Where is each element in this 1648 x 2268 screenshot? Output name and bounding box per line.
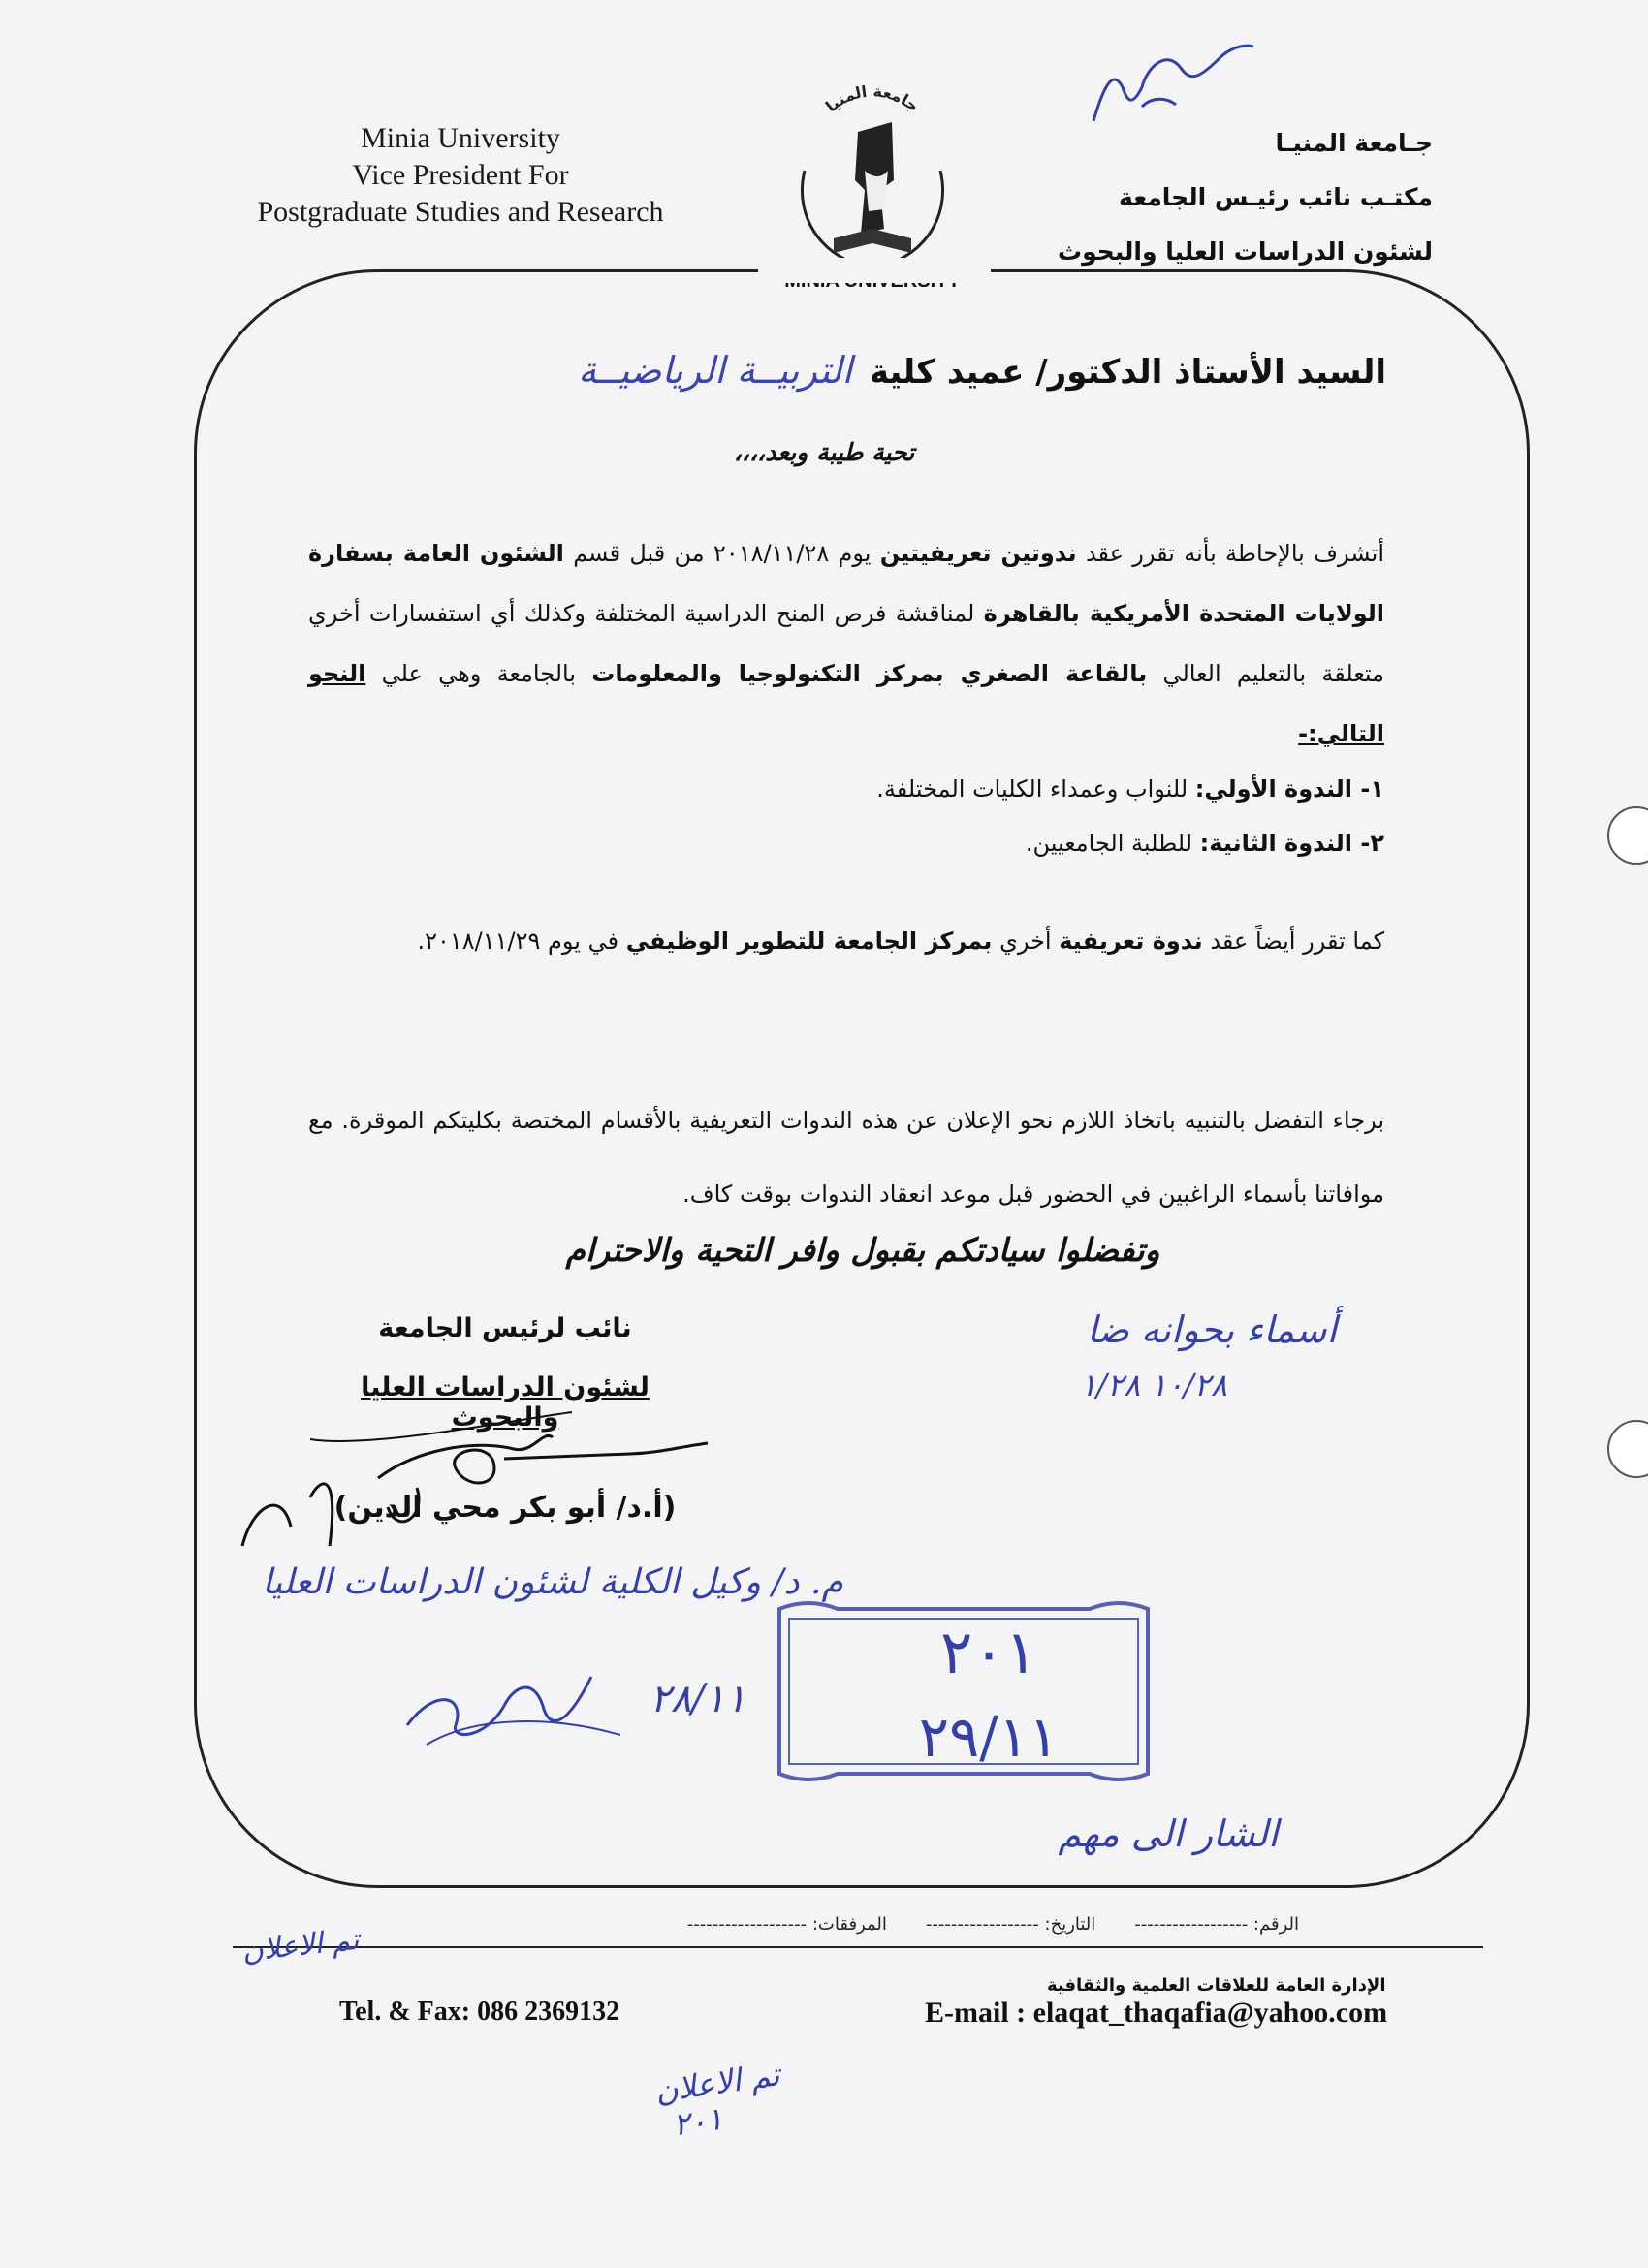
closing: وتفضلوا سيادتكم بقبول وافر التحية والاحترام xyxy=(565,1231,1160,1269)
p2-part-5: في يوم ٢٠١٨/١١/٢٩. xyxy=(417,928,626,955)
greeting: تحية طيبة وبعد،،،، xyxy=(733,438,915,466)
list-item xyxy=(308,762,1384,816)
paragraph-2 xyxy=(308,911,1384,971)
header-ar-line-2: مكتـب نائب رئيـس الجامعة xyxy=(1119,183,1433,211)
seminar-list xyxy=(308,762,1384,870)
attachments-label: المرفقات: ------------------- xyxy=(686,1914,887,1935)
p2-part-2: ندوة تعريفية xyxy=(1059,928,1203,955)
list-item-label: ١- الندوة الأولي: xyxy=(1194,775,1384,803)
email: E-mail : elaqat_thaqafia@yahoo.com xyxy=(925,1997,1388,2029)
handwritten-margin-note: تم الاعلان xyxy=(239,1922,362,1969)
list-item-label: ٢- الندوة الثانية: xyxy=(1199,830,1384,857)
paragraph-3: برجاء التفضل بالتنبيه باتخاذ اللازم نحو الإعلان عن هذه الندوات التعريفية بالأقسام المختصة بكليتكم الموقرة. مع موافاتنا بأسماء الراغبين في الحضور قبل موعد انعقاد الندوات بوقت كاف. xyxy=(308,1107,1384,1208)
punch-hole xyxy=(1607,1420,1648,1478)
tel-fax: Tel. & Fax: 086 2369132 xyxy=(339,1997,620,2027)
p1-part-4: الشئون العامة بسفارة الولايات المتحدة الأمريكية بالقاهرة xyxy=(308,540,1384,627)
p1-part-7: بالجامعة وهي علي xyxy=(365,660,592,687)
salutation-printed: السيد الأستاذ الدكتور/ عميد كلية xyxy=(869,353,1386,392)
svg-text:جامعة المنيا xyxy=(822,81,923,115)
salutation-handwritten: التربيــة الرياضيــة xyxy=(578,349,853,392)
p2-part-3: أخري xyxy=(992,928,1060,955)
ref-number-label: الرقم: ------------------ xyxy=(1134,1914,1299,1935)
handwritten-vice-dean: م. د/ وكيل الكلية لشئون الدراسات العليا xyxy=(262,1562,843,1602)
handwritten-bottom-center-2: ٢٠١ xyxy=(670,2099,726,2144)
header-ar-line-1: جـامعة المنيـا xyxy=(1275,129,1433,157)
handwritten-date: ٢٨/١١ xyxy=(650,1677,746,1721)
footer-rule xyxy=(233,1946,1483,1948)
p2-part-1: كما تقرر أيضاً عقد xyxy=(1202,928,1384,955)
p1-part-1: أتشرف بالإحاطة بأنه تقرر عقد xyxy=(1076,540,1384,567)
stamp-number: ٢٠١ xyxy=(940,1617,1037,1687)
handwritten-note-names: أسماء بحوانه ضا xyxy=(1086,1308,1338,1351)
header-en-line-1: Minia University xyxy=(361,122,560,154)
handwritten-note-dates: ١٠/٢٨ ١/٢٨ xyxy=(1079,1367,1228,1403)
header-arabic xyxy=(1026,116,1433,279)
handwritten-bottom-note: الشار الى مهم xyxy=(1058,1812,1279,1855)
handwritten-signature-2 xyxy=(397,1648,630,1754)
header-en-line-2: Vice President For xyxy=(352,159,569,191)
date-label: التاريخ: ------------------ xyxy=(925,1914,1096,1935)
logo-arc-text: جامعة المنيا xyxy=(821,81,923,116)
signer-title-1: نائب لرئيس الجامعة xyxy=(378,1313,632,1343)
signer-title-2: لشئون الدراسات العليا والبحوث xyxy=(361,1372,650,1433)
p1-part-5: لمناقشة فرص المنح الدراسية المختلفة وكذلك أي استفسارات أخري متعلقة بالتعليم العالي xyxy=(308,600,1384,687)
paragraph-1 xyxy=(308,523,1384,764)
p1-part-2: ندوتين تعريفيتين xyxy=(879,540,1077,567)
salutation xyxy=(578,349,1386,392)
header-ar-line-3: لشئون الدراسات العليا والبحوث xyxy=(1058,237,1433,266)
department-name: الإدارة العامة للعلاقات العلمية والثقافية xyxy=(1047,1975,1386,1996)
signer-name: (أ.د/ أبو بكر محي الدين) xyxy=(333,1491,677,1525)
list-item xyxy=(308,816,1384,870)
p1-part-8: النحو التالي:- xyxy=(308,660,1384,747)
handwritten-bottom-center-1: تم الاعلان xyxy=(652,2056,782,2110)
stamp-date: ٢٩/١١ xyxy=(918,1704,1060,1770)
p1-part-3: يوم ٢٠١٨/١١/٢٨ من قبل قسم xyxy=(563,540,880,567)
handwritten-initials xyxy=(1074,29,1258,136)
punch-hole xyxy=(1607,806,1648,865)
header-en-line-3: Postgraduate Studies and Research xyxy=(257,196,664,228)
header-english xyxy=(223,120,698,231)
list-item-text: للطلبة الجامعيين. xyxy=(1025,830,1200,857)
signature xyxy=(223,1410,766,1556)
p2-part-4: بمركز الجامعة للتطوير الوظيفي xyxy=(625,928,993,955)
frame-gap xyxy=(758,258,991,283)
list-item-text: للنواب وعمداء الكليات المختلفة. xyxy=(876,775,1195,803)
p1-part-6: بالقاعة الصغري بمركز التكنولوجيا والمعلومات xyxy=(591,660,1148,687)
